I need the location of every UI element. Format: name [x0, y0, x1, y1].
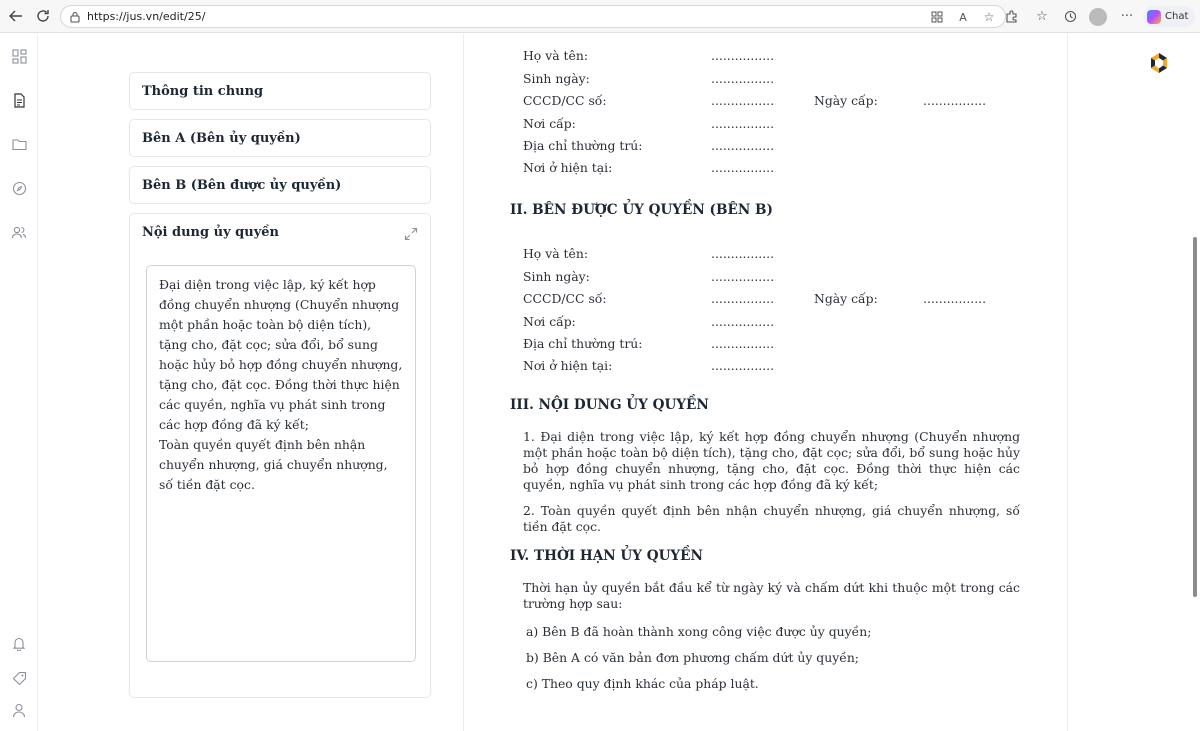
content-textarea[interactable]: Đại diện trong việc lập, ký kết hợp đồng chuyển nhượng (Chuyển nhượng một phần hoặc toàn bộ diện tích), tặng cho, đặt cọc; sửa đổi, bổ sung hoặc hủy bỏ hợp đồng chuyển nhượng, tặng cho, đặt cọc. Đồng thời thực hiện các quyền, nghĩa vụ phát sinh trong các hợp đồng đã ký kết; Toàn quyền quyết định bên nhận chuyển nhượng, giá chuyển nhượng, số tiền đặt cọc. — [146, 265, 416, 662]
user-icon[interactable] — [10, 701, 28, 719]
party-a-dob-row — [523, 69, 1043, 89]
term-item: b) Bên A có văn bản đơn phương chấm dứt ủy quyền; — [526, 650, 859, 665]
field-value: ................ — [711, 160, 775, 175]
lock-icon — [69, 11, 81, 23]
favorite-star-icon[interactable]: ☆ — [983, 10, 995, 24]
field-value: ................ — [711, 138, 775, 153]
field-label: Nơi cấp: — [523, 314, 576, 329]
address-bar[interactable] — [60, 5, 1006, 28]
document-preview — [464, 34, 1067, 731]
field-label: CCCD/CC số: — [523, 93, 607, 108]
field-value: ................ — [711, 269, 775, 284]
field-label: Nơi cấp: — [523, 116, 576, 131]
section-title: Thông tin chung — [142, 84, 264, 99]
scrollbar-thumb[interactable] — [1193, 237, 1197, 597]
section-general-info[interactable] — [129, 72, 431, 110]
bell-icon[interactable] — [10, 634, 28, 652]
field-label: Ngày cấp: — [814, 291, 878, 306]
field-value: ................ — [711, 48, 775, 63]
url-text: https://jus.vn/edit/25/ — [87, 10, 206, 23]
field-label: Địa chỉ thường trú: — [523, 336, 643, 351]
section-heading: III. NỘI DUNG ỦY QUYỀN — [510, 397, 709, 413]
more-menu-icon[interactable]: ··· — [1120, 8, 1134, 24]
copilot-icon — [1147, 10, 1161, 24]
field-label: Sinh ngày: — [523, 269, 590, 284]
field-value: ................ — [923, 291, 987, 306]
field-value: ................ — [923, 93, 987, 108]
field-label: Địa chỉ thường trú: — [523, 138, 643, 153]
app-grid-icon[interactable] — [929, 9, 945, 25]
term-item: c) Theo quy định khác của pháp luật. — [526, 676, 759, 691]
field-value: ................ — [711, 246, 775, 261]
party-a-address-row — [523, 136, 1043, 156]
section-party-b[interactable] — [129, 166, 431, 204]
field-value: ................ — [711, 71, 775, 86]
compass-icon[interactable] — [10, 179, 28, 197]
field-label: Sinh ngày: — [523, 71, 590, 86]
field-label: Nơi ở hiện tại: — [523, 358, 613, 373]
party-a-name-row — [523, 46, 1043, 66]
section-title[interactable]: Nội dung ủy quyền — [142, 225, 279, 240]
field-value: ................ — [711, 358, 775, 373]
section-heading: IV. THỜI HẠN ỦY QUYỀN — [510, 548, 703, 564]
party-b-address-row — [523, 334, 1043, 354]
party-b-issue-place-row — [523, 312, 1043, 332]
history-icon[interactable] — [1061, 7, 1079, 25]
favorites-icon[interactable]: ☆ — [1036, 8, 1048, 24]
copilot-chat-button[interactable] — [1143, 6, 1195, 27]
field-label: Họ và tên: — [523, 246, 588, 261]
party-b-current-row — [523, 356, 1043, 376]
read-aloud-icon[interactable]: A — [959, 10, 967, 24]
term-item: a) Bên B đã hoàn thành xong công việc được ủy quyền; — [526, 624, 872, 639]
form-panel — [38, 34, 464, 731]
extensions-icon[interactable] — [1002, 7, 1020, 25]
document-scrollbar[interactable] — [1190, 34, 1200, 731]
users-icon[interactable] — [10, 223, 28, 241]
term-intro: Thời hạn ủy quyền bắt đầu kể từ ngày ký và chấm dứt khi thuộc một trong các trường hợp sau: — [523, 580, 1020, 611]
field-value: ................ — [711, 116, 775, 131]
field-value: ................ — [711, 314, 775, 329]
chat-label: Chat — [1165, 11, 1189, 22]
tag-icon[interactable] — [10, 669, 28, 687]
party-b-name-row — [523, 244, 1043, 264]
field-label: Nơi ở hiện tại: — [523, 160, 613, 175]
back-arrow-icon[interactable] — [6, 6, 26, 26]
left-rail — [0, 34, 38, 731]
folder-icon[interactable] — [10, 135, 28, 153]
field-value: ................ — [711, 336, 775, 351]
party-a-current-row — [523, 158, 1043, 178]
section-title: Bên B (Bên được ủy quyền) — [142, 178, 342, 193]
expand-icon[interactable] — [404, 226, 418, 240]
field-label: Họ và tên: — [523, 48, 588, 63]
content-item: 1. Đại diện trong việc lập, ký kết hợp đồng chuyển nhượng (Chuyển nhượng một phần hoặc toàn bộ diện tích), tặng cho, đặt cọc; sửa đổi, bổ sung hoặc hủy bỏ hợp đồng chuyển nhượng, tặng cho, đặt cọc. Đồng thời thực hiện các quyền, nghĩa vụ phát sinh trong các hợp đồng đã ký kết; — [523, 429, 1020, 492]
document-icon[interactable] — [10, 91, 28, 109]
dashboard-icon[interactable] — [10, 47, 28, 65]
field-value: ................ — [711, 93, 775, 108]
party-b-dob-row — [523, 267, 1043, 287]
section-title: Bên A (Bên ủy quyền) — [142, 131, 301, 146]
field-value: ................ — [711, 291, 775, 306]
browser-toolbar — [0, 0, 1200, 33]
party-a-id-row — [523, 91, 1043, 111]
section-heading: II. BÊN ĐƯỢC ỦY QUYỀN (BÊN B) — [510, 202, 773, 218]
party-b-id-row — [523, 289, 1043, 309]
profile-avatar[interactable] — [1089, 8, 1107, 26]
brand-logo-icon — [1148, 52, 1170, 74]
section-authorization-content — [129, 213, 431, 698]
party-a-issue-place-row — [523, 114, 1043, 134]
field-label: Ngày cấp: — [814, 93, 878, 108]
section-party-a[interactable] — [129, 119, 431, 157]
refresh-icon[interactable] — [33, 6, 53, 26]
field-label: CCCD/CC số: — [523, 291, 607, 306]
right-side-area — [1067, 34, 1200, 731]
content-item: 2. Toàn quyền quyết định bên nhận chuyển nhượng, giá chuyển nhượng, số tiền đặt cọc. — [523, 503, 1020, 534]
